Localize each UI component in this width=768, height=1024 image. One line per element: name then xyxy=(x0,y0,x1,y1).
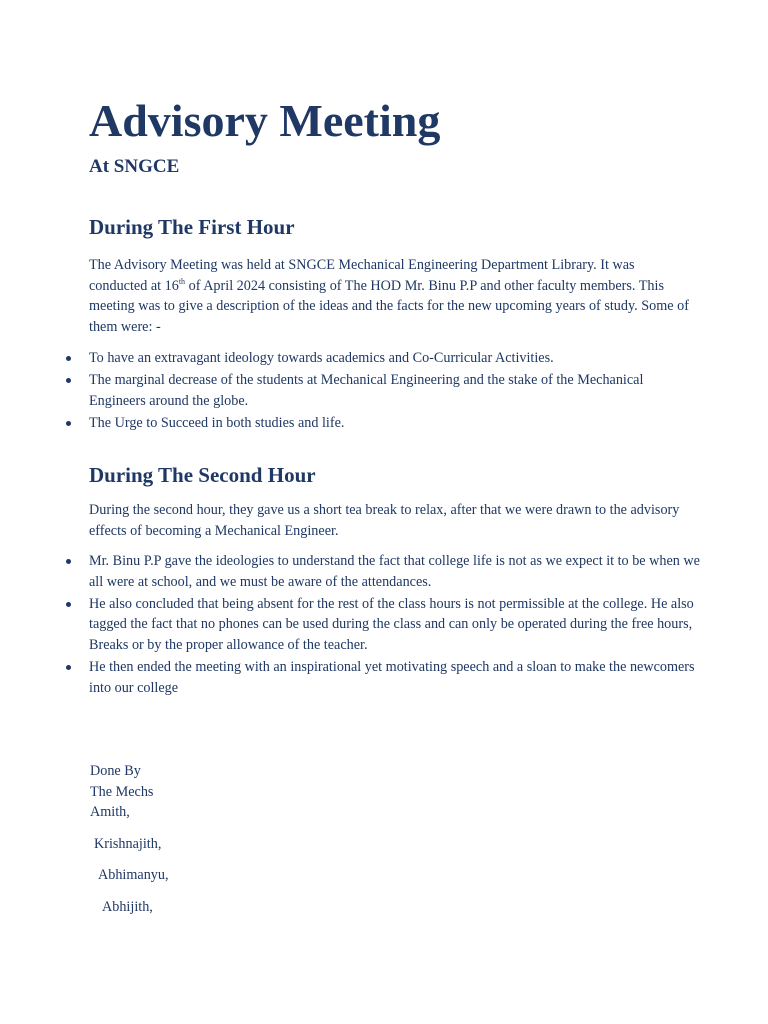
list-item xyxy=(0,551,700,592)
list-item xyxy=(0,657,700,698)
signature-name-4: Abhijith, xyxy=(102,899,153,915)
list-item-text: The Urge to Succeed in both studies and life. xyxy=(89,414,345,431)
list-item xyxy=(0,348,700,369)
bullet-icon xyxy=(66,602,71,607)
list-item-text: To have an extravagant ideology towards academics and Co-Curricular Activities. xyxy=(89,350,554,366)
signature-name-1: Amith, xyxy=(90,804,130,820)
signature-name-2: Krishnajith, xyxy=(94,836,162,852)
bullet-icon xyxy=(66,559,71,564)
bullet-icon xyxy=(66,378,71,383)
signature-done-by: Done By xyxy=(90,763,141,779)
document-subtitle: At SNGCE xyxy=(89,156,180,177)
section-heading-second-hour: During The Second Hour xyxy=(89,463,316,487)
second-hour-bullet-list xyxy=(0,551,700,700)
list-item xyxy=(0,370,700,411)
document-title: Advisory Meeting xyxy=(89,95,441,146)
bullet-icon xyxy=(66,421,71,426)
list-item-text: He also concluded that being absent for the rest of the class hours is not permissible at the college. He also tagged the fact that no phones can be used during the class and can only be operated during the free hours, Breaks or by the proper allowance of the teacher. xyxy=(89,595,694,653)
section-second-hour-paragraph: During the second hour, they gave us a short tea break to relax, after that we were drawn to the advisory effects of becoming a Mechanical Engineer. xyxy=(89,502,680,539)
section-heading-first-hour: During The First Hour xyxy=(89,215,295,239)
paragraph-text-part-1: The Advisory Meeting was held at SNGCE Mechanical Engineering Department Library. It was conducted at 16 xyxy=(89,257,635,294)
list-item xyxy=(0,594,700,656)
list-item-text: The marginal decrease of the students at Mechanical Engineering and the stake of the Mechanical Engineers around the globe. xyxy=(89,372,644,409)
signature-name-3: Abhimanyu, xyxy=(98,867,169,883)
list-item-text: He then ended the meeting with an inspirational yet motivating speech and a sloan to make the newcomers into our college xyxy=(89,658,695,696)
list-item xyxy=(0,413,700,434)
signature-group-name: The Mechs xyxy=(90,784,154,800)
bullet-icon xyxy=(66,356,71,361)
first-hour-bullet-list xyxy=(0,348,700,435)
section-first-hour-paragraph xyxy=(89,255,689,337)
paragraph-text-part-2: of April 2024 consisting of The HOD Mr. Binu P.P and other faculty members. This meeting was to give a description of the ideas and the facts for the new upcoming years of study. Some of them were: - xyxy=(89,277,689,335)
list-item-text: Mr. Binu P.P gave the ideologies to understand the fact that college life is not as we expect it to be when we all were at school, and we must be aware of the attendances. xyxy=(89,553,700,590)
ordinal-suffix: th xyxy=(178,276,186,286)
bullet-icon xyxy=(66,665,71,670)
